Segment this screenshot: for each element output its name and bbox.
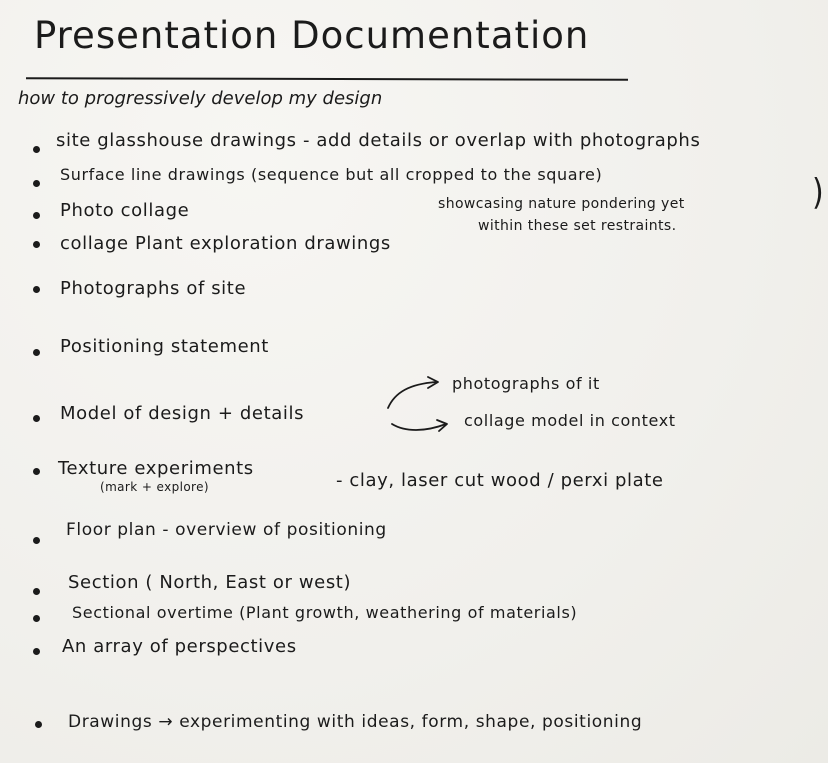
page-subtitle: how to progressively develop my design bbox=[18, 88, 383, 109]
list-item: Photo collage bbox=[60, 200, 190, 221]
list-item: Texture experiments bbox=[58, 458, 254, 479]
annotation-note: within these set restraints. bbox=[478, 218, 677, 234]
list-item: Surface line drawings (sequence but all cropped to the square) bbox=[60, 165, 603, 184]
bullet-dot bbox=[33, 415, 40, 422]
list-item: Floor plan - overview of positioning bbox=[66, 520, 387, 540]
list-item: Sectional overtime (Plant growth, weathering of materials) bbox=[72, 603, 578, 622]
bullet-dot bbox=[33, 648, 40, 655]
list-item: An array of perspectives bbox=[62, 636, 297, 657]
branch-note: collage model in context bbox=[464, 411, 676, 430]
bullet-dot bbox=[33, 588, 40, 595]
bullet-dot bbox=[33, 615, 40, 622]
bullet-dot bbox=[35, 721, 42, 728]
list-item: Model of design + details bbox=[60, 403, 305, 424]
bullet-dot bbox=[33, 349, 40, 356]
bullet-dot bbox=[33, 537, 40, 544]
list-item: Positioning statement bbox=[60, 336, 269, 357]
list-item: site glasshouse drawings - add details or overlap with photographs bbox=[56, 130, 701, 151]
annotation-note: showcasing nature pondering yet bbox=[438, 196, 685, 212]
bullet-dot bbox=[33, 286, 40, 293]
bullet-dot bbox=[33, 241, 40, 248]
list-item: collage Plant exploration drawings bbox=[60, 233, 391, 254]
bullet-dot bbox=[33, 212, 40, 219]
list-item-note: (mark + explore) bbox=[100, 480, 209, 494]
bullet-dot bbox=[33, 146, 40, 153]
bullet-dot bbox=[33, 468, 40, 475]
title-underline bbox=[26, 77, 628, 81]
branch-note: photographs of it bbox=[452, 374, 600, 393]
list-item-extra: - clay, laser cut wood / perxi plate bbox=[336, 470, 664, 491]
bullet-dot bbox=[33, 180, 40, 187]
page-title: Presentation Documentation bbox=[34, 14, 590, 57]
closing-bracket: ) bbox=[812, 171, 824, 214]
list-item: Photographs of site bbox=[60, 278, 247, 299]
list-item: Section ( North, East or west) bbox=[68, 572, 352, 593]
list-item: Drawings → experimenting with ideas, form, shape, positioning bbox=[68, 712, 643, 732]
